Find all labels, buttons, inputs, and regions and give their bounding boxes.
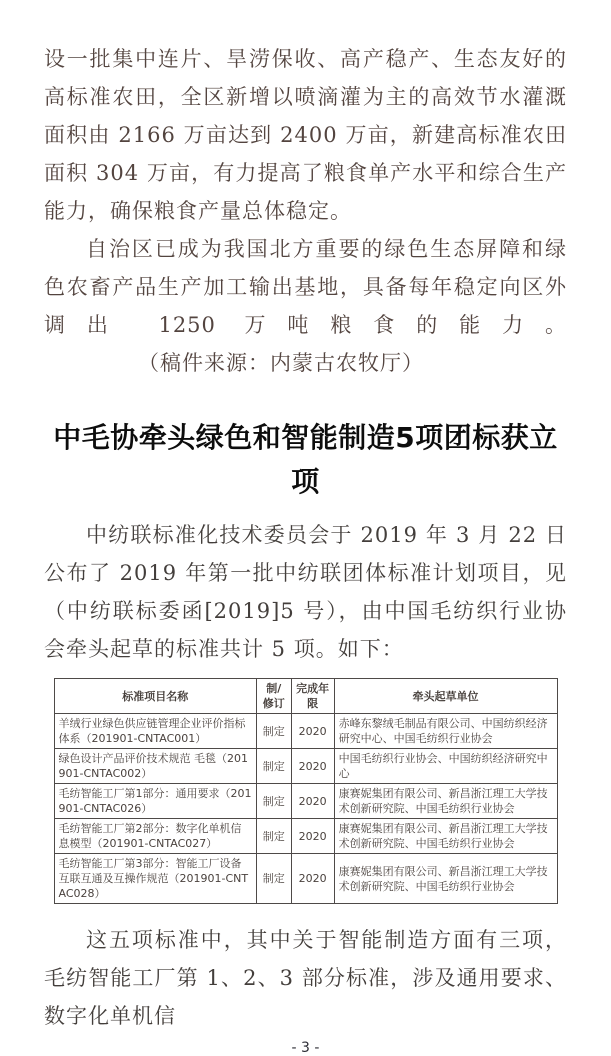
cell-year: 2020 (291, 714, 334, 749)
table-row (54, 854, 557, 904)
cell-drafters: 康赛妮集团有限公司、新昌浙江理工大学技术创新研究院、中国毛纺织行业协会 (334, 854, 557, 904)
source-attribution: （稿件来源：内蒙古农牧厅） (138, 351, 424, 375)
cell-drafters: 赤峰东黎绒毛制品有限公司、中国纺织经济研究中心、中国毛纺织行业协会 (334, 714, 557, 749)
header-new-or-revised: 制/修订 (256, 679, 291, 714)
standards-table-body (54, 714, 557, 904)
table-row (54, 819, 557, 854)
article-headline: 中毛协牵头绿色和智能制造5项团标获立项 (53, 421, 558, 498)
cell-year: 2020 (291, 854, 334, 904)
paragraph-green-base (44, 230, 567, 382)
cell-standard-name: 毛纺智能工厂第3部分：智能工厂设备互联互通及互操作规范（201901-CNTAC028） (54, 854, 256, 904)
cell-standard-name: 羊绒行业绿色供应链管理企业评价指标体系（201901-CNTAC001） (54, 714, 256, 749)
header-standard-name: 标准项目名称 (54, 679, 256, 714)
cell-type: 制定 (256, 819, 291, 854)
header-lead-drafting-unit: 牵头起草单位 (334, 679, 557, 714)
paragraph-farmland-continuation: 设一批集中连片、旱涝保收、高产稳产、生态友好的高标准农田，全区新增以喷滴灌为主的高效节水灌溉面积由 2166 万亩达到 2400 万亩，新建高标准农田面积 304 万亩，有力提高了粮食单产水平和综合生产能力，确保粮食产量总体稳定。 (44, 47, 567, 223)
table-header-row (54, 679, 557, 714)
cell-year: 2020 (291, 819, 334, 854)
cell-type: 制定 (256, 749, 291, 784)
cell-type: 制定 (256, 784, 291, 819)
standards-table-header (54, 679, 557, 714)
table-row (54, 749, 557, 784)
paragraph-intro: 中纺联标准化技术委员会于 2019 年 3 月 22 日公布了 2019 年第一批中纺联团体标准计划项目，见（中纺联标委函[2019]5 号），由中国毛纺织行业协会牵头起草的标准共计 5 项。如下： (44, 523, 567, 661)
table-row (54, 714, 557, 749)
standards-table (54, 678, 558, 904)
page-number: - 3 - (291, 1040, 320, 1056)
cell-year: 2020 (291, 784, 334, 819)
cell-drafters: 康赛妮集团有限公司、新昌浙江理工大学技术创新研究院、中国毛纺织行业协会 (334, 819, 557, 854)
cell-standard-name: 毛纺智能工厂第2部分：数字化单机信息模型（201901-CNTAC027） (54, 819, 256, 854)
table-row (54, 784, 557, 819)
cell-standard-name: 毛纺智能工厂第1部分：通用要求（201901-CNTAC026） (54, 784, 256, 819)
cell-standard-name: 绿色设计产品评价技术规范 毛毯（201901-CNTAC002） (54, 749, 256, 784)
cell-type: 制定 (256, 854, 291, 904)
paragraph-green-base-text: 自治区已成为我国北方重要的绿色生态屏障和绿色农畜产品生产加工输出基地，具备每年稳定向区外调出 1250 万吨粮食的能力。 (44, 237, 567, 337)
cell-year: 2020 (291, 749, 334, 784)
cell-type: 制定 (256, 714, 291, 749)
cell-drafters: 康赛妮集团有限公司、新昌浙江理工大学技术创新研究院、中国毛纺织行业协会 (334, 784, 557, 819)
cell-drafters: 中国毛纺织行业协会、中国纺织经济研究中心 (334, 749, 557, 784)
paragraph-outro: 这五项标准中，其中关于智能制造方面有三项，毛纺智能工厂第 1、2、3 部分标准，涉及通用要求、数字化单机信 (44, 928, 567, 1028)
header-completion-year: 完成年限 (291, 679, 334, 714)
